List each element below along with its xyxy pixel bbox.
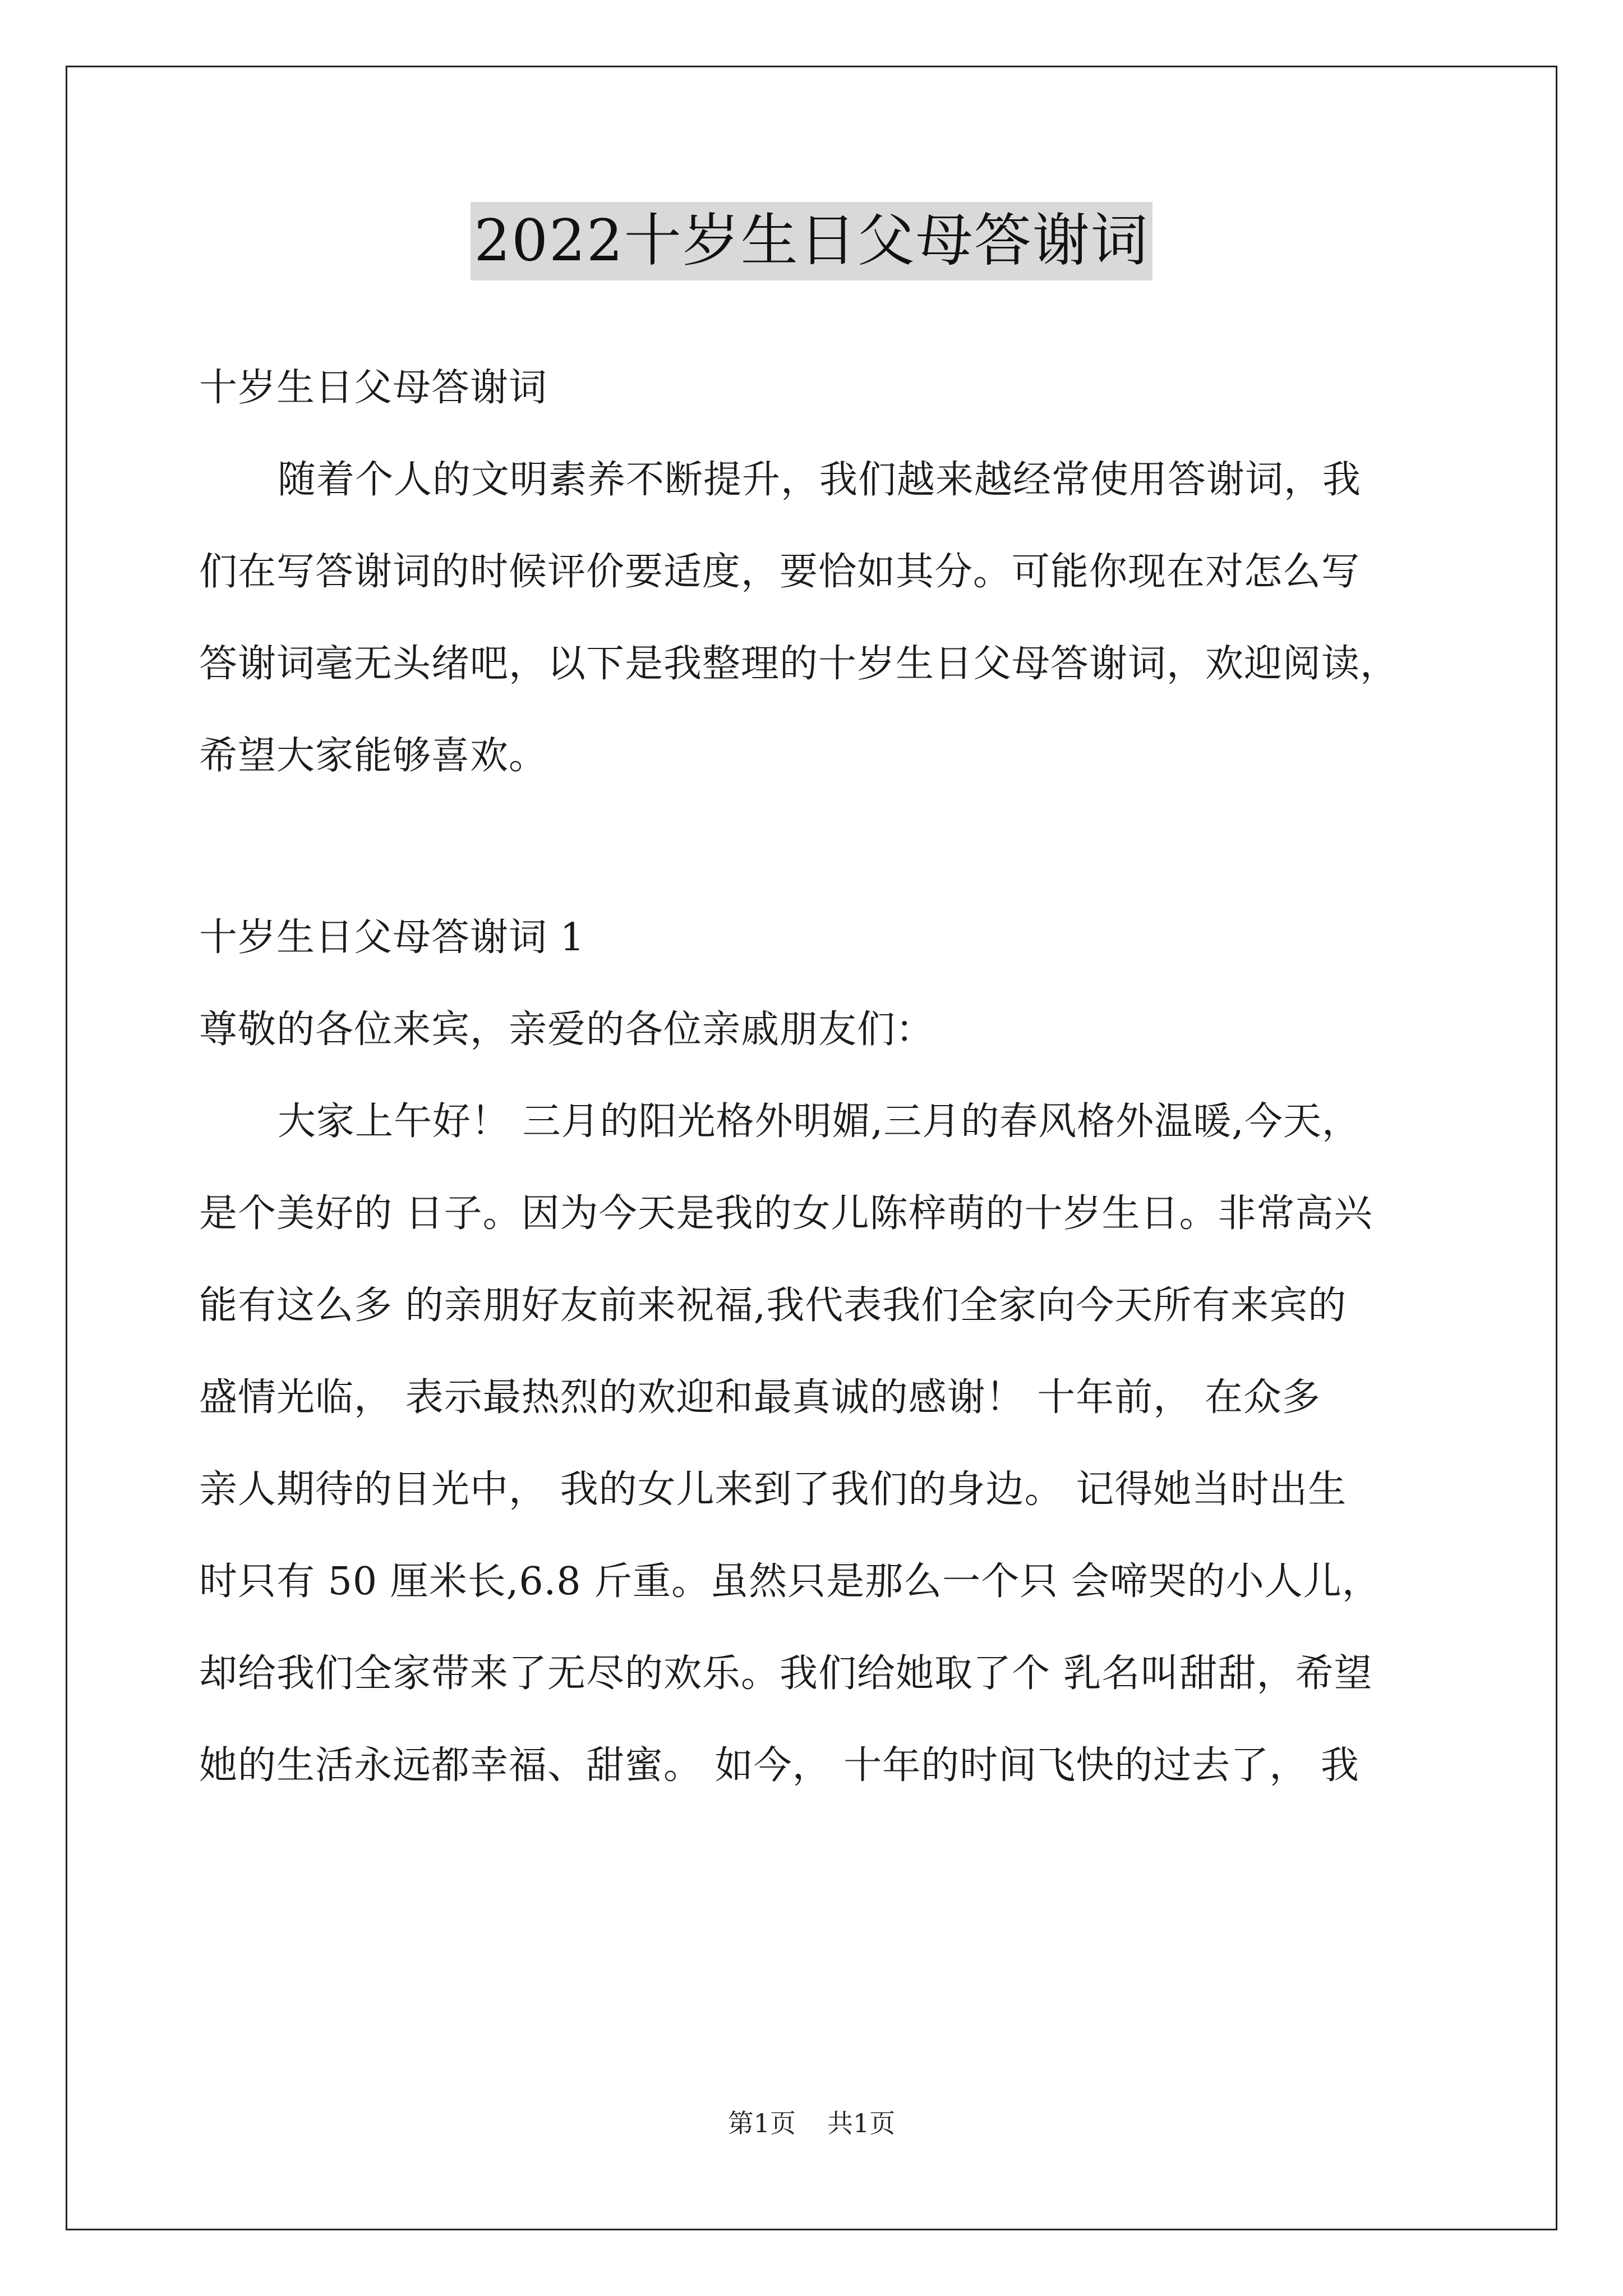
page-number: 第1页 [727,2108,796,2138]
intro-line-2: 们在写答谢词的时候评价要适度，要恰如其分。可能你现在对怎么写 [199,550,1361,594]
body-line-5: 亲人期待的目光中， 我的女儿来到了我们的身边。 记得她当时出生 [199,1467,1347,1512]
document-title: 2022十岁生日父母答谢词 [471,202,1152,280]
intro-line-3: 答谢词毫无头绪吧，以下是我整理的十岁生日父母答谢词，欢迎阅读， [199,642,1399,686]
section-heading: 十岁生日父母答谢词 1 [199,915,585,960]
body-line-7: 却给我们全家带来了无尽的欢乐。我们给她取了个 乳名叫甜甜，希望 [199,1651,1373,1696]
body-line-8: 她的生活永远都幸福、甜蜜。 如今， 十年的时间飞快的过去了， 我 [199,1743,1359,1788]
body-line-1: 大家上午好！ 三月的阳光格外明媚,三月的春风格外温暖,今天， [278,1099,1361,1144]
salutation: 尊敬的各位来宾，亲爱的各位亲戚朋友们： [199,1007,935,1052]
body-line-4: 盛情光临， 表示最热烈的欢迎和最真诚的感谢！ 十年前， 在众多 [199,1375,1321,1420]
document-subtitle: 十岁生日父母答谢词 [199,366,548,410]
title-container [0,202,1623,280]
body-line-6: 时只有 50 厘米长,6.8 斤重。虽然只是那么一个只 会啼哭的小人儿， [199,1559,1381,1604]
section-gap [199,802,1461,892]
page-footer [0,2106,1623,2140]
body-line-3: 能有这么多 的亲朋好友前来祝福,我代表我们全家向今天所有来宾的 [199,1283,1347,1328]
intro-line-1: 随着个人的文明素养不断提升，我们越来越经常使用答谢词，我 [278,458,1362,502]
intro-line-4: 希望大家能够喜欢。 [199,734,548,778]
page-total: 共1页 [827,2108,896,2138]
body-line-2: 是个美好的 日子。因为今天是我的女儿陈梓萌的十岁生日。非常高兴 [199,1191,1373,1236]
document-body [199,342,1461,1812]
